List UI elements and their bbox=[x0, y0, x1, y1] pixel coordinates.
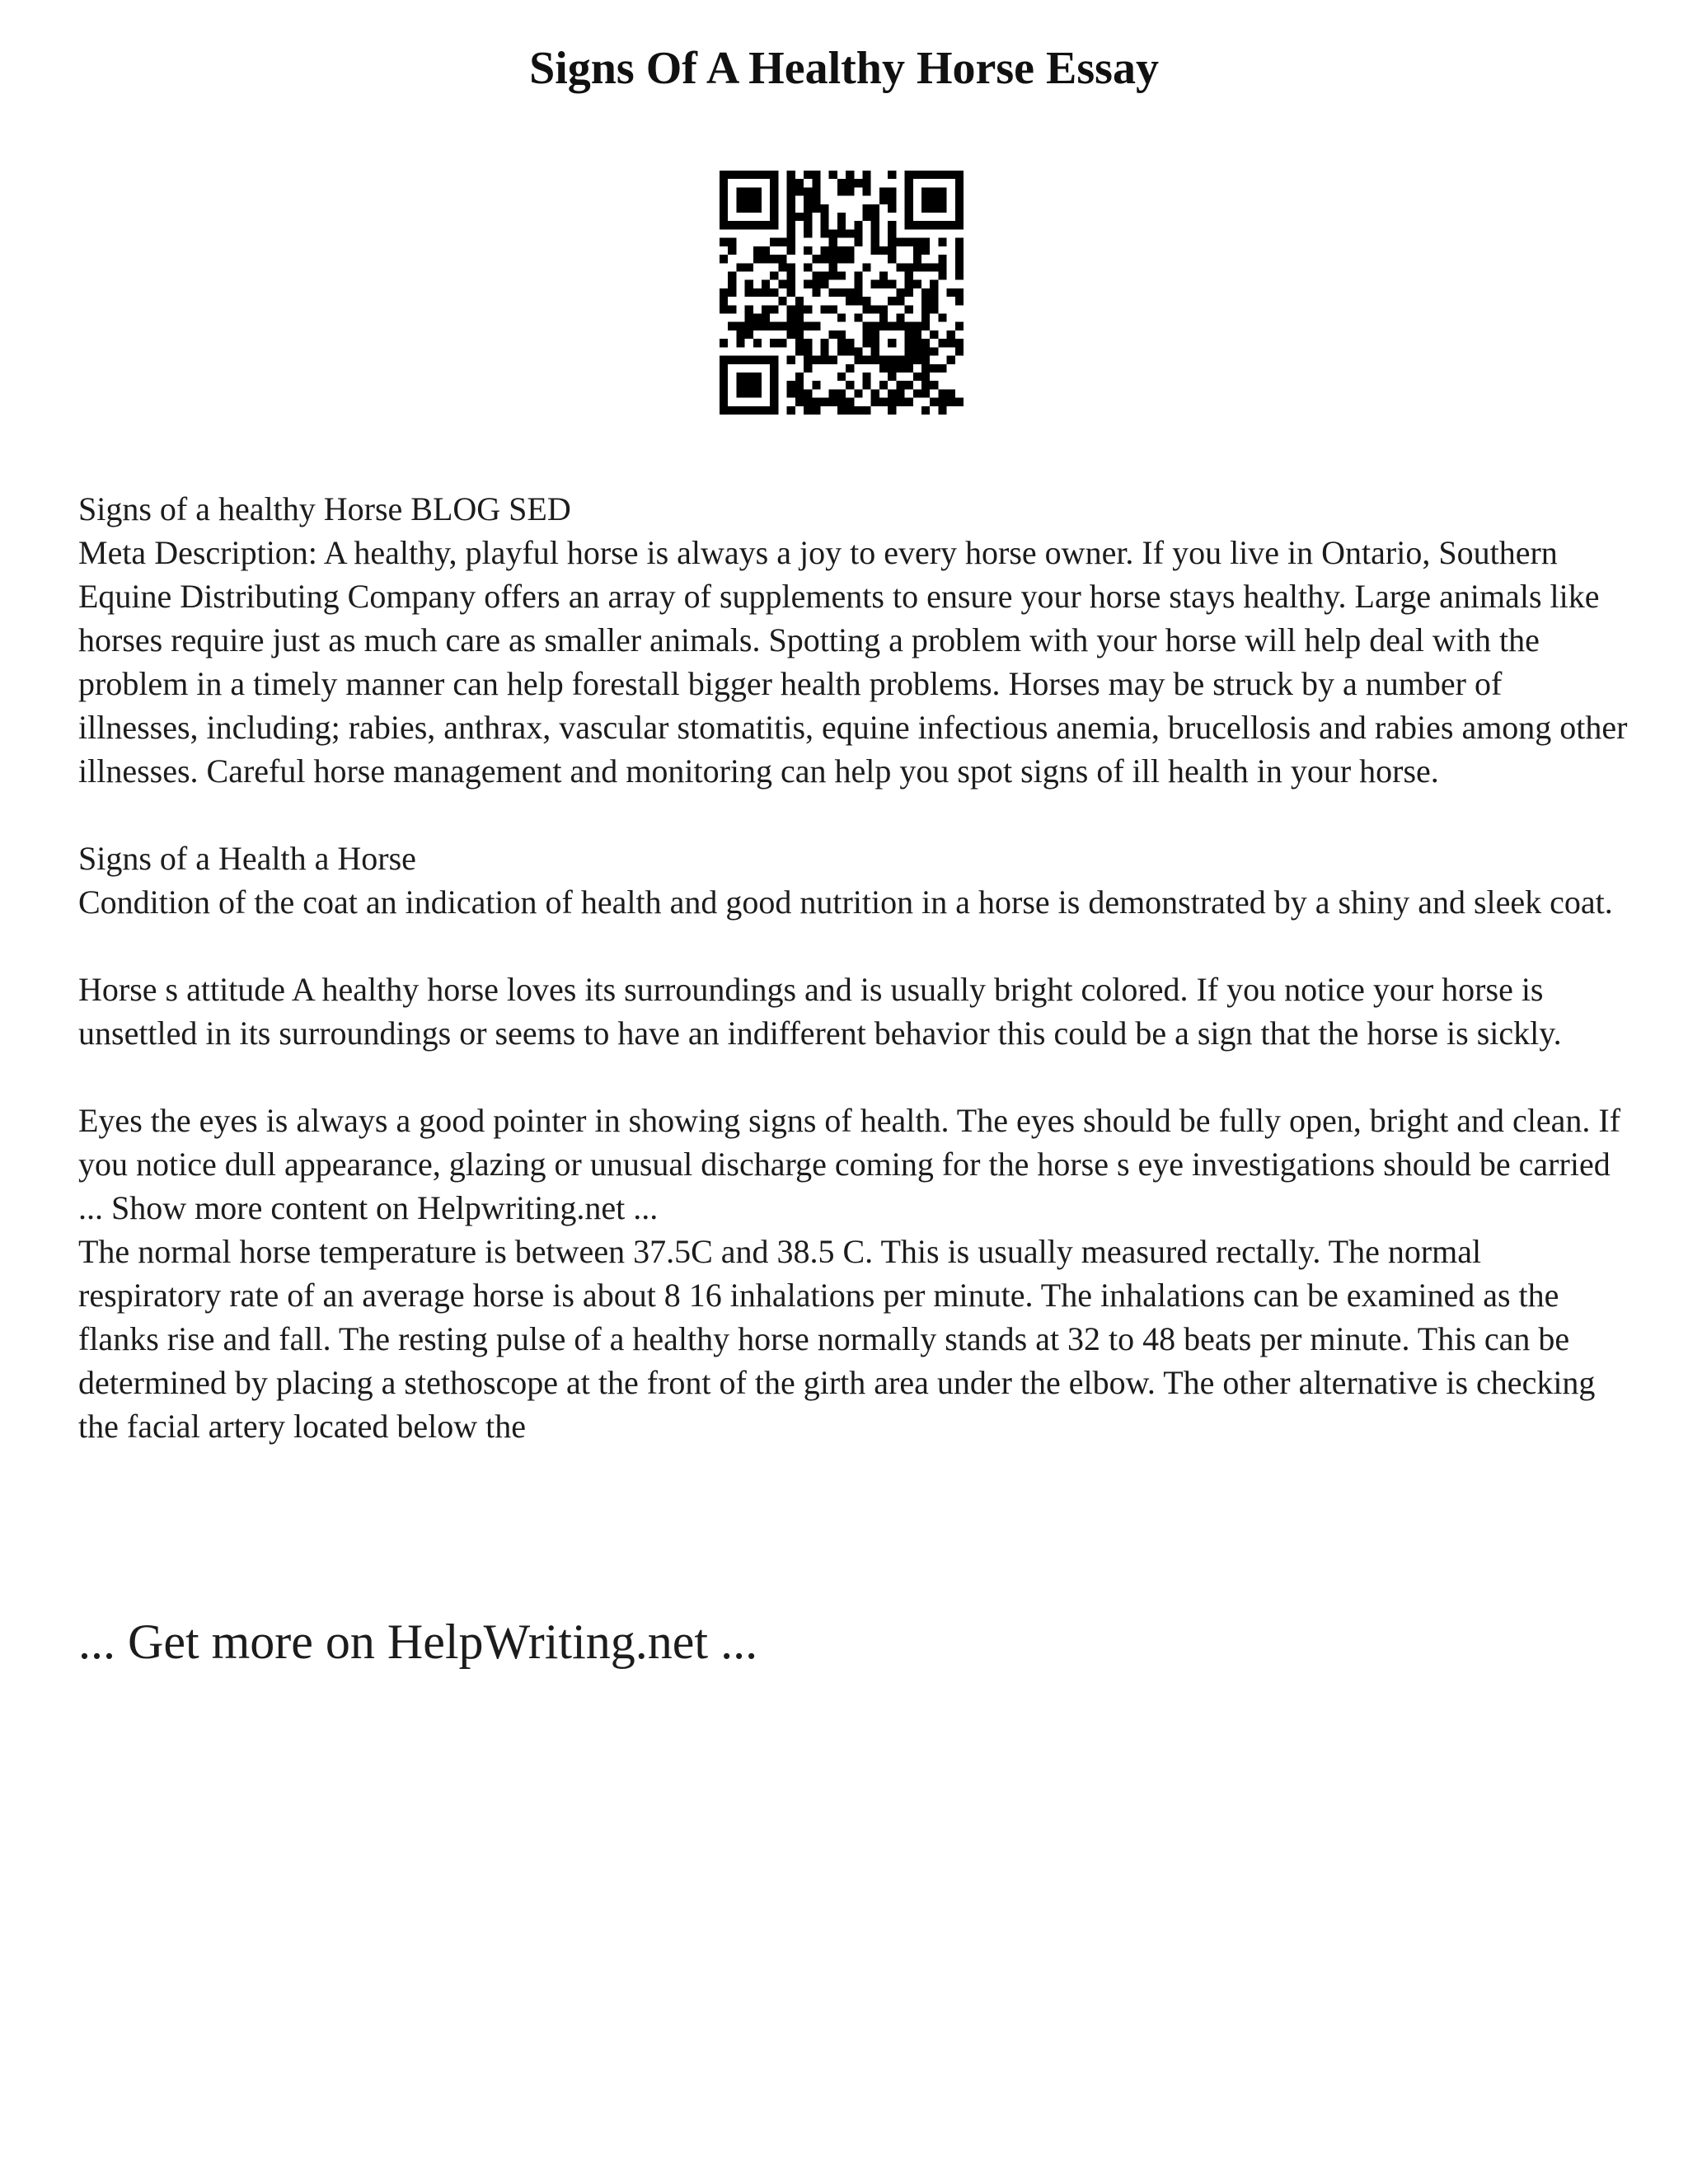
section-heading: Signs of a Health a Horse bbox=[78, 840, 416, 877]
paragraph-spacer bbox=[78, 793, 1628, 837]
attitude-paragraph: Horse s attitude A healthy horse loves its surroundings and is usually bright colored. If you notice your horse is unsettled in its surroundings or seems to have an indifferent behavior this could be a sign that the horse is sickly. bbox=[78, 971, 1562, 1052]
eyes-paragraph: Eyes the eyes is always a good pointer in showing signs of health. The eyes should be fully open, bright and clean. If you notice dull appearance, glazing or unusual discharge coming for the horse s eye investigations should be carried ... Show more content on Helpwriting.net ... bbox=[78, 1102, 1621, 1226]
coat-paragraph: Condition of the coat an indication of health and good nutrition in a horse is demonstrated by a shiny and sleek coat. bbox=[78, 883, 1613, 921]
essay-body bbox=[78, 487, 1628, 1448]
blog-heading: Signs of a healthy Horse BLOG SED bbox=[78, 490, 571, 527]
temperature-paragraph: The normal horse temperature is between 37.5C and 38.5 C. This is usually measured rectally. The normal respiratory rate of an average horse is about 8 16 inhalations per minute. The inhalations can be examined as the flanks rise and fall. The resting pulse of a healthy horse normally stands at 32 to 48 beats per minute. This can be determined by placing a stethoscope at the front of the girth area under the elbow. The other alternative is checking the facial artery located below the bbox=[78, 1233, 1596, 1445]
paragraph-spacer bbox=[78, 1055, 1628, 1099]
meta-description: Meta Description: A healthy, playful horse is always a joy to every horse owner. If you live in Ontario, Southern Equine Distributing Company offers an array of supplements to ensure your horse stays healthy. Large animals like horses require just as much care as smaller animals. Spotting a problem with your horse will help deal with the problem in a timely manner can help forestall bigger health problems. Horses may be struck by a number of illnesses, including; rabies, anthrax, vascular stomatitis, equine infectious anemia, brucellosis and rabies among other illnesses. Careful horse management and monitoring can help you spot signs of ill health in your horse. bbox=[78, 534, 1628, 790]
paragraph-spacer bbox=[78, 924, 1628, 968]
qr-code-icon bbox=[720, 171, 964, 415]
page-title: Signs Of A Healthy Horse Essay bbox=[529, 43, 1159, 94]
get-more-link[interactable]: ... Get more on HelpWriting.net ... bbox=[78, 1615, 758, 1669]
